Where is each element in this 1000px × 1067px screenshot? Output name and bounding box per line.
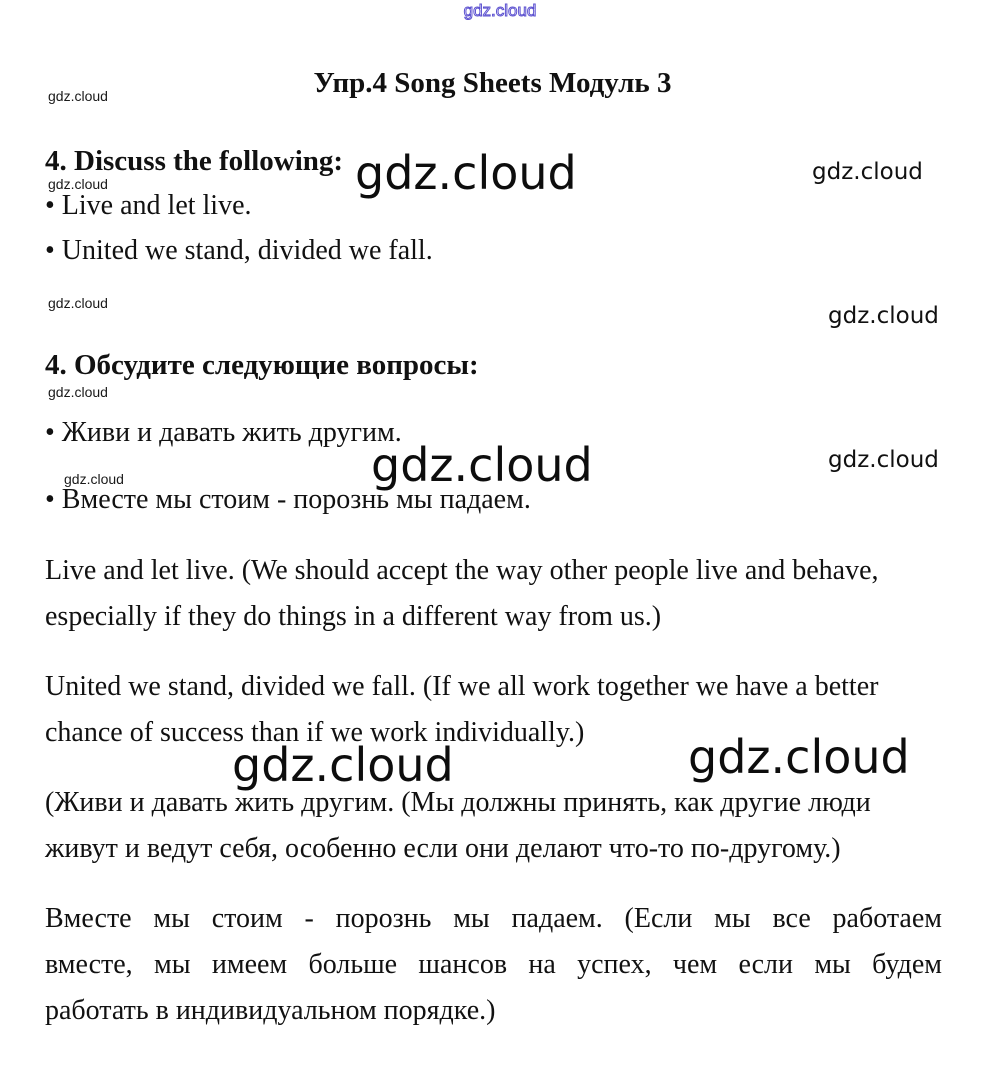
- watermark-large: gdz.cloud: [232, 738, 454, 792]
- paragraph-line: работать в индивидуальном порядке.): [45, 995, 496, 1026]
- watermark-large: gdz.cloud: [371, 438, 593, 492]
- watermark-medium: gdz.cloud: [828, 303, 939, 329]
- paragraph-line: United we stand, divided we fall. (If we all work together we have a better: [45, 671, 879, 702]
- section-heading-en: 4. Discuss the following:: [45, 145, 344, 177]
- watermark-small: gdz.cloud: [48, 176, 108, 192]
- paragraph-line: chance of success than if we work individually.): [45, 717, 585, 748]
- bullet-ru-2: • Вместе мы стоим - порознь мы падаем.: [45, 484, 531, 515]
- bullet-en-1: • Live and let live.: [45, 190, 252, 221]
- page-title: Упр.4 Song Sheets Модуль 3: [313, 67, 672, 99]
- paragraph-line: живут и ведут себя, особенно если они делают что-то по-другому.): [45, 833, 841, 864]
- watermark-small: gdz.cloud: [48, 295, 108, 311]
- paragraph-line: вместе, мы имеем больше шансов на успех, чем если мы будем: [45, 949, 942, 980]
- paragraph-zhivi-i-davat: [45, 780, 942, 872]
- paragraph-line: Live and let live. (We should accept the way other people live and behave,: [45, 555, 879, 586]
- watermark-medium: gdz.cloud: [812, 159, 923, 185]
- watermark-top: gdz.cloud: [463, 1, 537, 20]
- paragraph-line: Вместе мы стоим - порознь мы падаем. (Если мы все работаем: [45, 903, 942, 934]
- paragraph-vmeste-my-stoim: [45, 896, 942, 1034]
- watermark-small: gdz.cloud: [48, 384, 108, 400]
- watermark-large: gdz.cloud: [355, 146, 577, 200]
- paragraph-live-and-let-live: [45, 548, 942, 640]
- watermark-medium: gdz.cloud: [828, 447, 939, 473]
- section-heading-ru: 4. Обсудите следующие вопросы:: [45, 349, 479, 381]
- watermark-large: gdz.cloud: [688, 730, 910, 784]
- bullet-en-2: • United we stand, divided we fall.: [45, 235, 433, 266]
- paragraph-line: (Живи и давать жить другим. (Мы должны принять, как другие люди: [45, 787, 871, 818]
- bullet-ru-1: • Живи и давать жить другим.: [45, 417, 402, 448]
- watermark-small: gdz.cloud: [48, 88, 108, 104]
- paragraph-line: especially if they do things in a different way from us.): [45, 601, 662, 632]
- watermark-small: gdz.cloud: [64, 471, 124, 487]
